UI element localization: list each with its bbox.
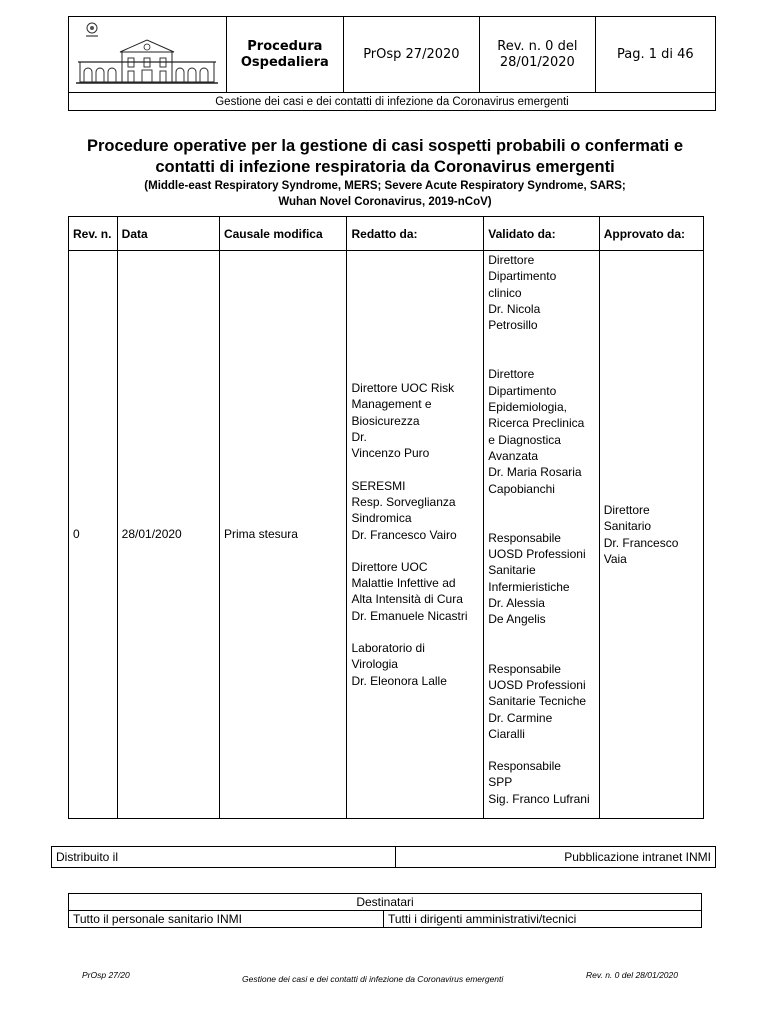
footer-code: PrOsp 27/20 (82, 970, 130, 980)
doc-code: PrOsp 27/2020 (343, 17, 479, 93)
drafted-by-entry: SERESMI Resp. Sorveglianza Sindromica Dr. Francesco Vairo (351, 478, 457, 542)
drafted-by-entry: Laboratorio di Virologia Dr. Eleonora Lalle (351, 640, 447, 688)
page-number: Pag. 1 di 46 (595, 17, 715, 93)
recipient-group: Tutto il personale sanitario INMI (69, 911, 384, 928)
doc-type: Procedura Ospedaliera (226, 17, 343, 93)
revision-info: Rev. n. 0 del 28/01/2020 (480, 17, 596, 93)
footer-revision: Rev. n. 0 del 28/01/2020 (586, 970, 678, 980)
col-validated: Validato da: (484, 217, 599, 251)
distribution-table (51, 846, 716, 868)
rev-number: 0 (69, 251, 118, 819)
hospital-logo-cell (69, 17, 227, 93)
document-subtitle-line-1: (Middle-east Respiratory Syndrome, MERS; Severe Acute Respiratory Syndrome, SARS; (144, 180, 626, 192)
table-row (69, 251, 704, 819)
distributed-on-label: Distribuito il (52, 847, 396, 868)
col-drafted: Redatto da: (347, 217, 484, 251)
footer-subject: Gestione dei casi e dei contatti di infezione da Coronavirus emergenti (242, 974, 504, 984)
col-approved: Approvato da: (599, 217, 703, 251)
col-date: Data (117, 217, 219, 251)
document-header (68, 16, 716, 111)
validated-by-cell (484, 251, 599, 819)
header-subject: Gestione dei casi e dei contatti di infezione da Coronavirus emergenti (69, 93, 716, 111)
approved-by: Direttore Sanitario Dr. Francesco Vaia (599, 251, 703, 819)
intranet-publication: Pubblicazione intranet INMI (396, 847, 716, 868)
validated-by-entry: Responsabile UOSD Professioni Sanitarie Tecniche Dr. Carmine Ciaralli (488, 661, 587, 741)
document-title-line-1: Procedure operative per la gestione di casi sospetti probabili o confermati e (87, 137, 683, 155)
validated-by-entry: Direttore Dipartimento Epidemiologia, Ricerca Preclinica e Diagnostica Avanzata Dr. Maria Rosaria Capobianchi (488, 367, 585, 496)
document-title-line-2: contatti di infezione respiratoria da Coronavirus emergenti (155, 158, 615, 176)
rev-date: 28/01/2020 (117, 251, 219, 819)
drafted-by-entry: Direttore UOC Malattie Infettive ad Alta Intensità di Cura Dr. Emanuele Nicastri (351, 559, 468, 623)
col-rev: Rev. n. (69, 217, 118, 251)
revision-table (68, 216, 704, 819)
col-reason: Causale modifica (219, 217, 347, 251)
drafted-by-cell (347, 251, 484, 819)
validated-by-entry: Responsabile SPP Sig. Franco Lufrani (488, 759, 590, 806)
drafted-by-entry: Direttore UOC Risk Management e Biosicurezza Dr. Vincenzo Puro (351, 381, 455, 461)
recipient-group: Tutti i dirigenti amministrativi/tecnici (384, 911, 702, 928)
hospital-building-logo (72, 18, 222, 88)
revision-table-header (69, 217, 704, 251)
document-subtitle-line-2: Wuhan Novel Coronavirus, 2019-nCoV) (278, 196, 492, 208)
validated-by-entry: Responsabile UOSD Professioni Sanitarie Infermieristiche Dr. Alessia De Angelis (488, 530, 586, 627)
recipients-table (68, 893, 702, 928)
validated-by-entry: Direttore Dipartimento clinico Dr. Nicola Petrosillo (488, 253, 557, 333)
recipients-heading: Destinatari (69, 894, 702, 911)
rev-reason: Prima stesura (219, 251, 347, 819)
